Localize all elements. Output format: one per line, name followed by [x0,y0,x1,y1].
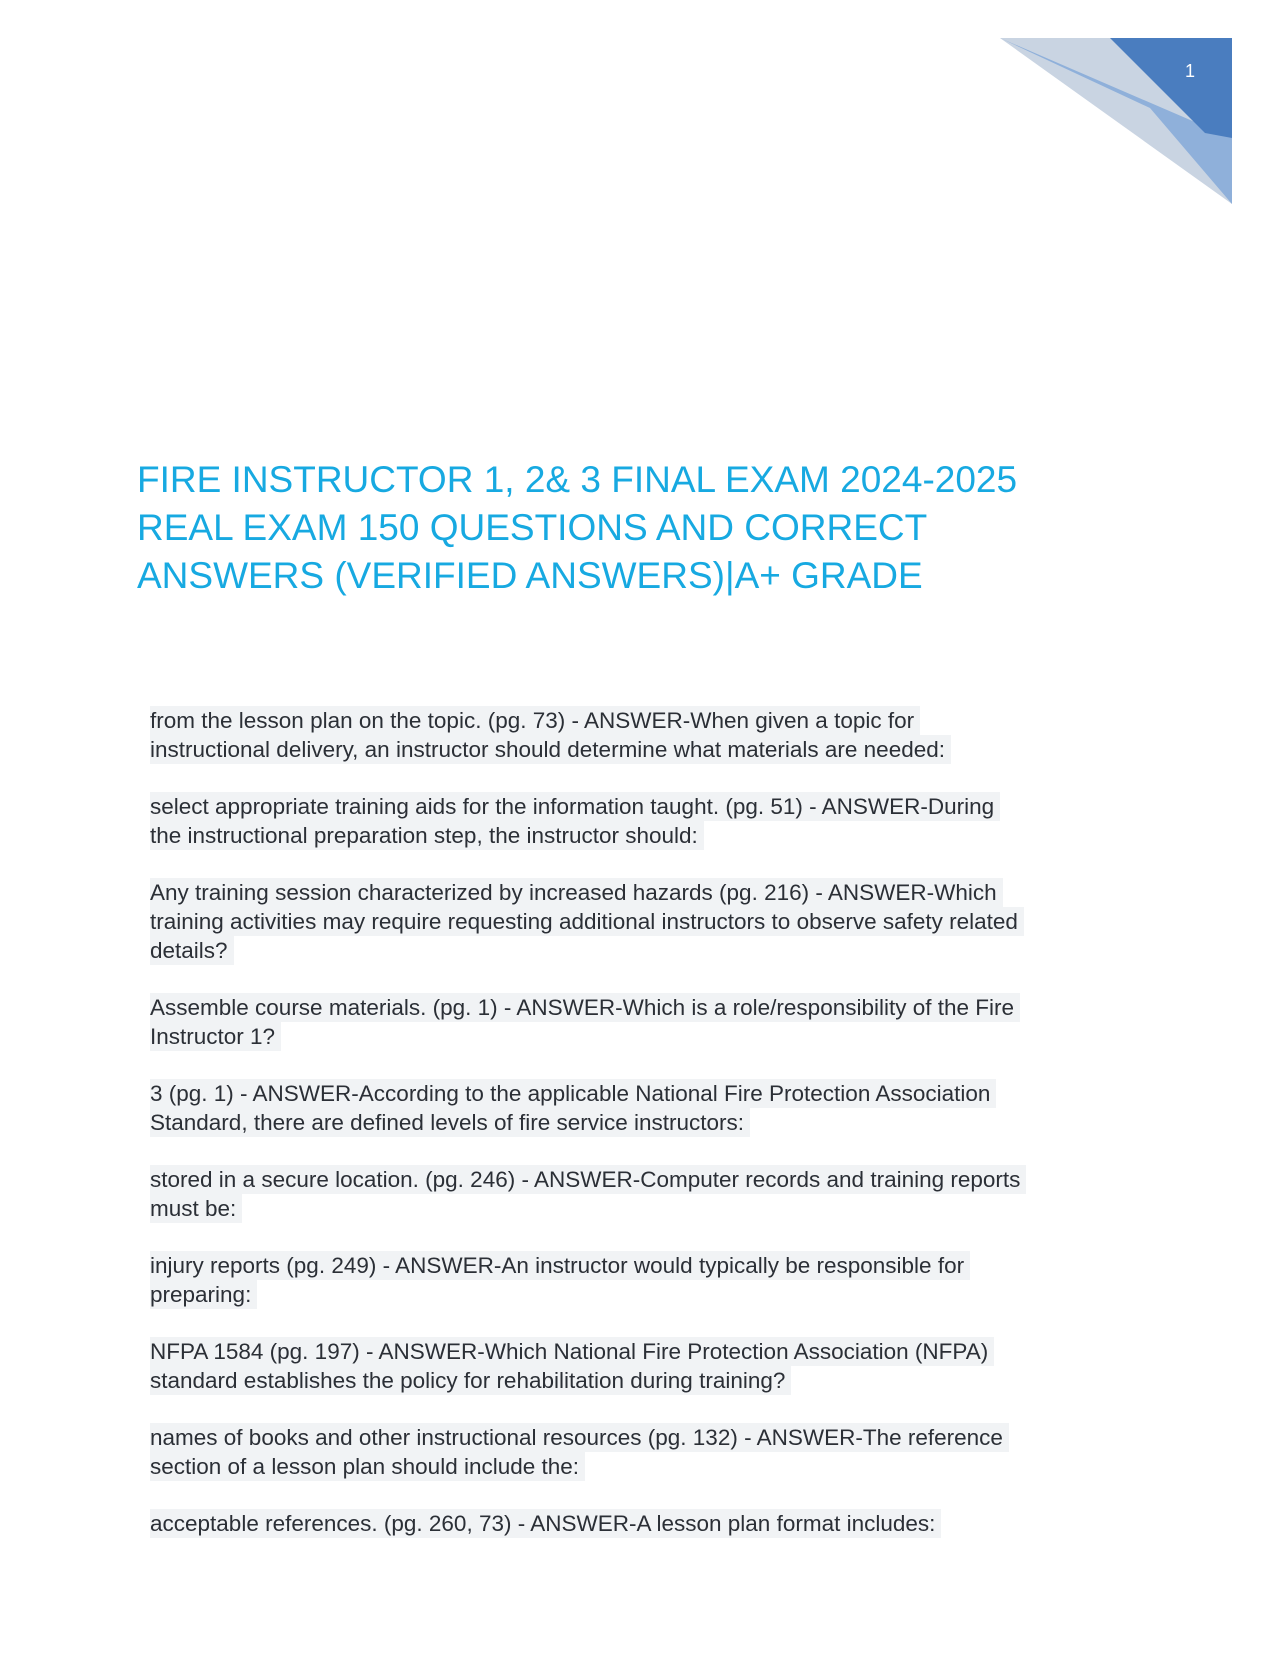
qa-line: names of books and other instructional resources (pg. 132) - ANSWER-The reference [150,1423,1009,1452]
qa-item [150,706,1130,764]
qa-line: must be: [150,1194,242,1223]
qa-line: injury reports (pg. 249) - ANSWER-An instructor would typically be responsible for [150,1251,970,1280]
qa-line: preparing: [150,1280,257,1309]
qa-item [150,1423,1130,1481]
qa-item [150,1337,1130,1395]
page-number: 1 [1184,61,1195,81]
qa-item [150,993,1130,1051]
title-line: REAL EXAM 150 QUESTIONS AND CORRECT [137,507,928,548]
qa-line: Standard, there are defined levels of fire service instructors: [150,1108,750,1137]
qa-line: stored in a secure location. (pg. 246) - ANSWER-Computer records and training reports [150,1165,1026,1194]
qa-item [150,792,1130,850]
qa-list [150,706,1130,1566]
qa-line: acceptable references. (pg. 260, 73) - ANSWER-A lesson plan format includes: [150,1509,941,1538]
qa-line: standard establishes the policy for rehabilitation during training? [150,1366,791,1395]
qa-line: instructional delivery, an instructor should determine what materials are needed: [150,735,951,764]
qa-line: from the lesson plan on the topic. (pg. 73) - ANSWER-When given a topic for [150,706,920,735]
qa-item [150,1165,1130,1223]
qa-line: details? [150,936,234,965]
qa-line: section of a lesson plan should include the: [150,1452,585,1481]
document-title [137,456,1157,600]
qa-line: training activities may require requesting additional instructors to observe safety related [150,907,1024,936]
qa-line: 3 (pg. 1) - ANSWER-According to the applicable National Fire Protection Association [150,1079,996,1108]
qa-line: the instructional preparation step, the instructor should: [150,821,704,850]
title-line: FIRE INSTRUCTOR 1, 2& 3 FINAL EXAM 2024-2025 [137,459,1018,500]
qa-line: Assemble course materials. (pg. 1) - ANSWER-Which is a role/responsibility of the Fire [150,993,1020,1022]
qa-item [150,878,1130,965]
qa-line: Instructor 1? [150,1022,281,1051]
qa-line: NFPA 1584 (pg. 197) - ANSWER-Which National Fire Protection Association (NFPA) [150,1337,994,1366]
qa-line: select appropriate training aids for the information taught. (pg. 51) - ANSWER-During [150,792,1000,821]
qa-item [150,1079,1130,1137]
qa-line: Any training session characterized by increased hazards (pg. 216) - ANSWER-Which [150,878,1003,907]
qa-item [150,1251,1130,1309]
qa-item [150,1509,1130,1538]
title-line: ANSWERS (VERIFIED ANSWERS)|A+ GRADE [137,555,923,596]
